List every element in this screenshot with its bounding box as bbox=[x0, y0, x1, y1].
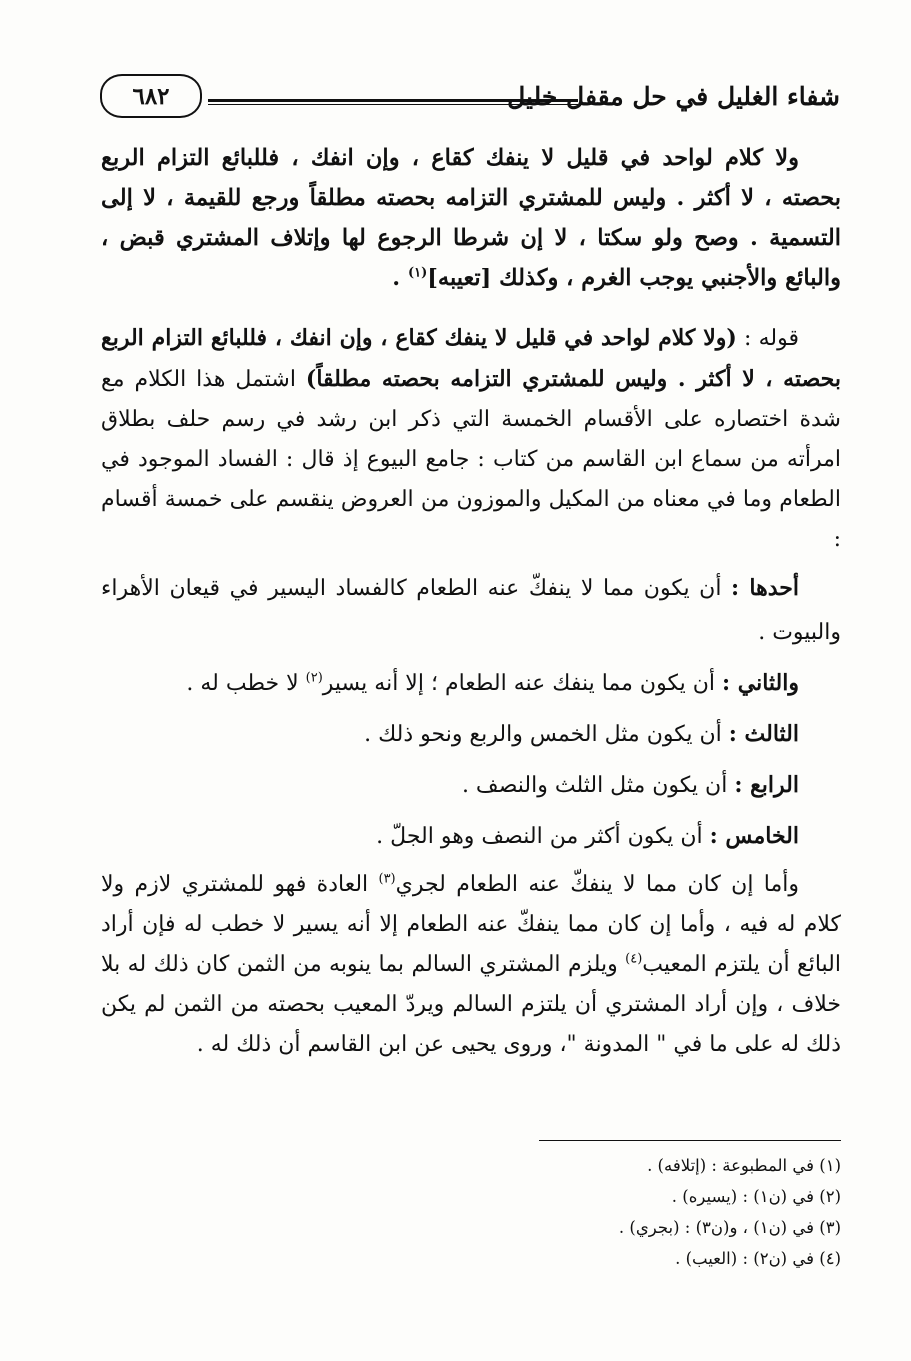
division-label: الخامس : bbox=[709, 823, 799, 849]
closing-paragraph bbox=[101, 865, 841, 1065]
closing-text-a: وأما إن كان مما لا ينفكّ عنه الطعام لجري bbox=[395, 872, 800, 897]
header-rule bbox=[208, 99, 578, 105]
matn-end: . bbox=[392, 265, 408, 291]
division-text: أن يكون مثل الخمس والربع ونحو ذلك . bbox=[364, 722, 729, 747]
division-item bbox=[101, 712, 841, 757]
division-item bbox=[101, 566, 841, 655]
footnote-ref-3: (٣) bbox=[378, 871, 396, 887]
footnote: (١) في المطبوعة : (إتلافه) . bbox=[647, 1156, 841, 1175]
footnotes bbox=[101, 1150, 841, 1274]
division-text: أن يكون مما لا ينفكّ عنه الطعام كالفساد اليسير في قيعان الأهراء والبيوت . bbox=[101, 576, 841, 645]
closing-text-c: ويلزم المشتري السالم بما ينوبه من الثمن كان ذلك له بلا خلاف ، وإن أراد المشتري أن يلتزم السالم ويردّ المعيب بحصته من الثمن لم يكن ذلك له على ما في " المدونة "، وروى يحيى عن ابن القاسم أن ذلك له . bbox=[101, 952, 841, 1057]
footnote-ref-2: (٢) bbox=[305, 670, 323, 686]
division-label: الثالث : bbox=[728, 721, 799, 747]
quoted-matn: (ولا كلام لواحد في قليل لا ينفك كقاع ، وإن انفك ، فللبائع التزام الربع بحصته ، لا أكثر . وليس للمشتري التزامه بحصته مطلقاً) bbox=[101, 325, 841, 392]
footnote-ref-1: (١) bbox=[407, 265, 428, 281]
footnote-ref-4: (٤) bbox=[625, 951, 643, 967]
commentary-paragraph bbox=[101, 318, 841, 560]
division-label: أحدها : bbox=[731, 575, 799, 601]
matn-text: ولا كلام لواحد في قليل لا ينفك كقاع ، وإن انفك ، فللبائع التزام الربع بحصته ، لا أكثر . وليس للمشتري التزامه بحصته مطلقاً ورجع للقيمة ، لا إلى التسمية . وصح ولو سكتا ، لا إن شرطا الرجوع لها وإتلاف المشتري قبض ، والبائع والأجنبي يوجب الغرم ، وكذلك [تعيبه] bbox=[101, 145, 841, 291]
division-label: والثاني : bbox=[721, 670, 799, 696]
running-header bbox=[100, 70, 840, 130]
matn-paragraph bbox=[101, 138, 841, 298]
footnote: (٢) في (ن١) : (يسيره) . bbox=[671, 1187, 841, 1206]
division-item bbox=[101, 661, 841, 706]
page-number: ٦٨٢ bbox=[100, 74, 202, 118]
division-label: الرابع : bbox=[734, 772, 799, 798]
book-title: شفاء الغليل في حل مقفل خليل bbox=[507, 82, 840, 111]
closing-text-b: العادة فهو للمشتري لازم ولا كلام له فيه ، وأما إن كان مما ينفكّ عنه الطعام إلا أنه يسير لا خطب له فإن أراد البائع أن يلتزم المعيب bbox=[101, 872, 841, 977]
division-text: أن يكون مثل الثلث والنصف . bbox=[461, 773, 735, 798]
footnote-separator bbox=[539, 1140, 841, 1141]
division-text: أن يكون أكثر من النصف وهو الجلّ . bbox=[376, 824, 710, 849]
commentary-text: اشتمل هذا الكلام مع شدة اختصاره على الأقسام الخمسة التي ذكر ابن رشد في رسم حلف بطلاق امرأته من سماع ابن القاسم من كتاب : جامع البيوع إذ قال : الفساد الموجود في الطعام وما في معناه من المكيل والموزون من العروض ينقسم على خمسة أقسام : bbox=[101, 367, 841, 552]
division-item bbox=[101, 814, 841, 859]
commentary-intro: قوله : bbox=[736, 326, 799, 351]
footnote: (٣) في (ن١) ، و(ن٣) : (بجري) . bbox=[618, 1218, 841, 1237]
page-body bbox=[101, 138, 841, 1065]
division-text-end: لا خطب له . bbox=[186, 671, 306, 696]
footnote: (٤) في (ن٢) : (العيب) . bbox=[675, 1249, 841, 1268]
division-item bbox=[101, 763, 841, 808]
division-text: أن يكون مما ينفك عنه الطعام ؛ إلا أنه يسير bbox=[322, 671, 722, 696]
